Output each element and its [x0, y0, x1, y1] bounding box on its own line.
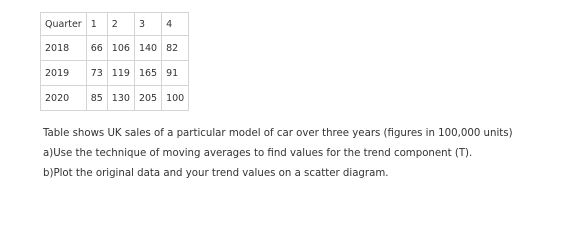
table-cell: 165	[134, 61, 161, 86]
table-row	[41, 86, 189, 111]
question-text	[43, 124, 513, 184]
table-cell: 91	[162, 61, 189, 86]
question-part-a: a)Use the technique of moving averages to find values for the trend component (T).	[43, 148, 473, 159]
table-header-row	[41, 13, 189, 36]
header-q1: 1	[86, 13, 107, 36]
row-year: 2020	[41, 86, 87, 111]
header-q4: 4	[162, 13, 189, 36]
header-q2: 2	[107, 13, 134, 36]
row-year: 2019	[41, 61, 87, 86]
question-part-b: b)Plot the original data and your trend values on a scatter diagram.	[43, 168, 389, 179]
table-cell: 130	[107, 86, 134, 111]
table-cell: 205	[134, 86, 161, 111]
table-cell: 73	[86, 61, 107, 86]
header-quarter: Quarter	[41, 13, 87, 36]
table-cell: 85	[86, 86, 107, 111]
question-intro: Table shows UK sales of a particular model of car over three years (figures in 100,000 units)	[43, 128, 513, 139]
table-cell: 119	[107, 61, 134, 86]
sales-table-container	[40, 12, 189, 111]
table-row	[41, 61, 189, 86]
table-cell: 100	[162, 86, 189, 111]
table-cell: 106	[107, 36, 134, 61]
row-year: 2018	[41, 36, 87, 61]
header-q3: 3	[134, 13, 161, 36]
sales-table	[40, 12, 189, 111]
table-cell: 140	[134, 36, 161, 61]
table-cell: 82	[162, 36, 189, 61]
table-row	[41, 36, 189, 61]
table-cell: 66	[86, 36, 107, 61]
